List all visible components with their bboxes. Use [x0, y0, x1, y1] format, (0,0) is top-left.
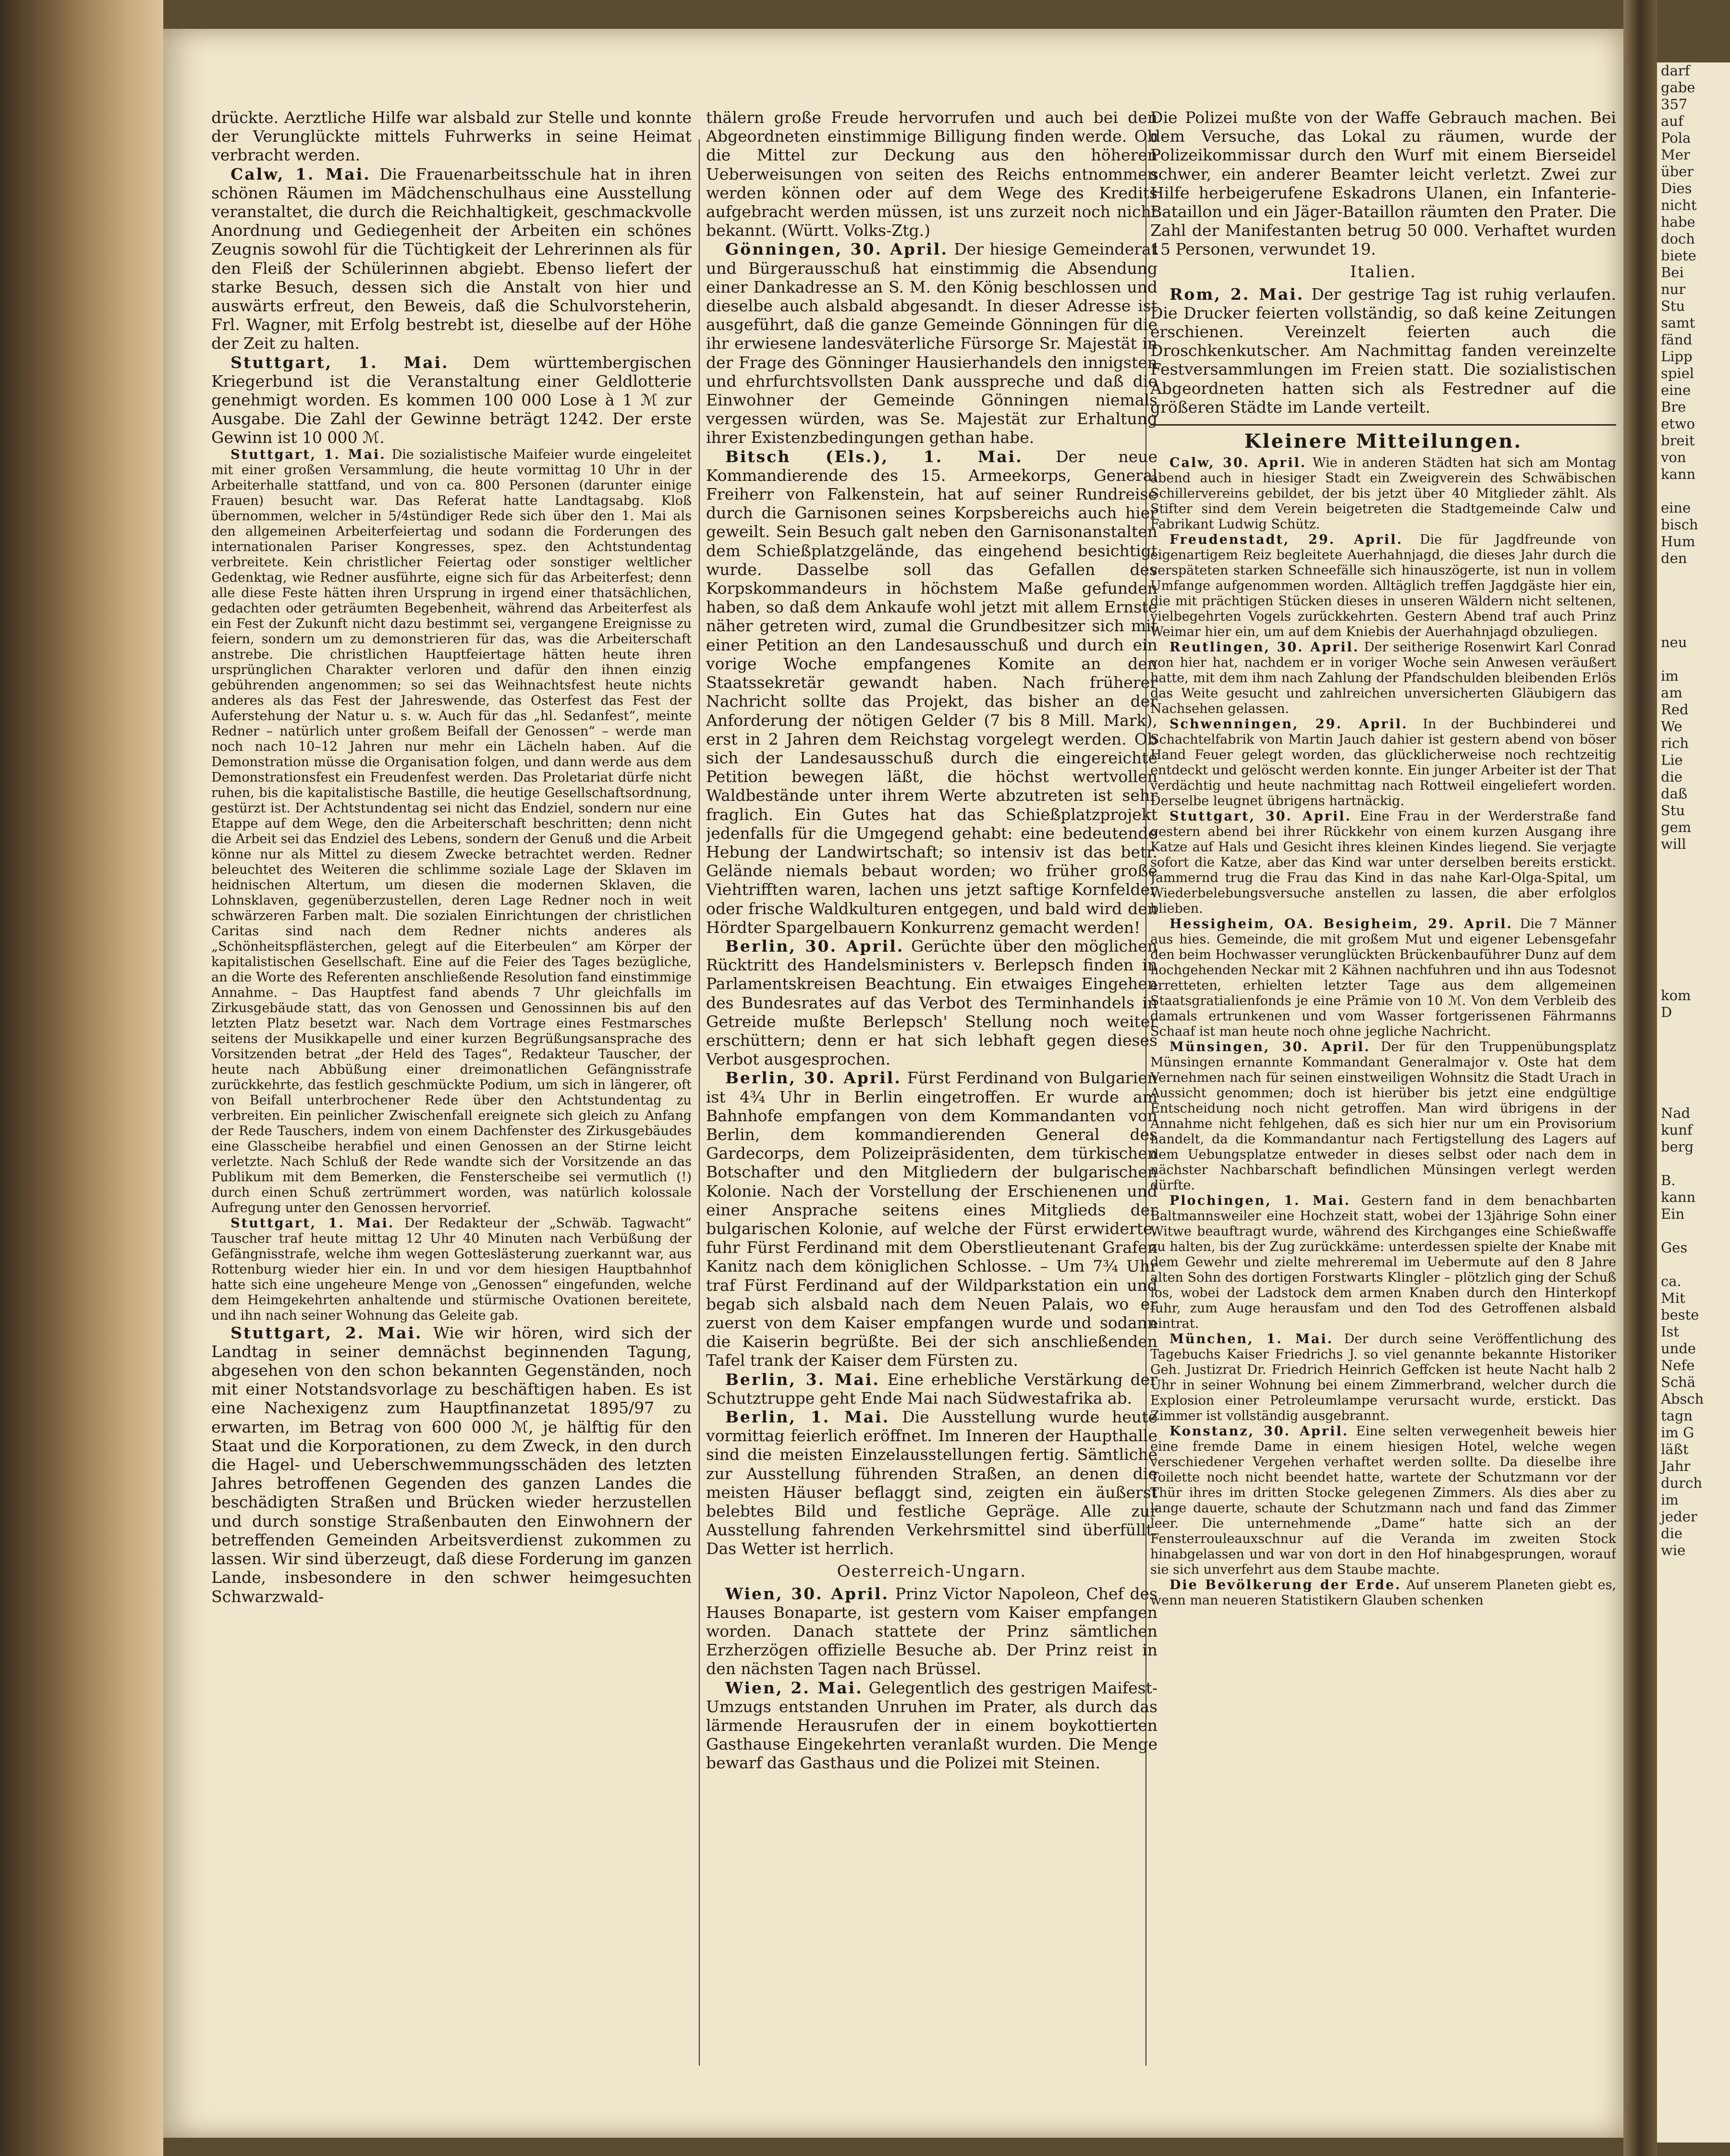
next-page-fragment: unde [1661, 1340, 1696, 1357]
dateline: Wien, 2. Mai. [725, 1678, 863, 1697]
news-item [1150, 455, 1616, 532]
next-page-fragment: 357 [1661, 96, 1688, 112]
dateline: Münsingen, 30. April. [1170, 1040, 1371, 1055]
dateline: Plochingen, 1. Mai. [1170, 1193, 1351, 1209]
next-page-fragment: kann [1661, 1189, 1696, 1205]
next-page-fragment: Red [1661, 701, 1689, 718]
news-item [211, 1216, 692, 1323]
news-text: Der durch seine Veröffentlichung des Tagebuchs Kaiser Friedrichs J. so viel genannte bekannte Historiker Geh. Justizrat Dr. Friedrich Heinrich Geffcken ist heute Nacht halb 2 Uhr in seiner Wohnung bei einem Zimmerbrand, welcher durch die Explosion einer Petroleumlampe verursacht wurde, erstickt. Das Zimmer ist vollständig ausgebrannt. [1150, 1332, 1616, 1424]
next-page-fragment: gem [1661, 819, 1692, 835]
news-item [706, 1068, 1157, 1370]
article-column-1 [211, 108, 692, 2078]
next-page-fragment: die [1661, 1525, 1683, 1542]
next-page-fragment [1657, 970, 1730, 987]
next-page-fragment: durch [1661, 1475, 1703, 1491]
next-page-fragment: im G [1661, 1424, 1694, 1441]
next-page-fragment: Lie [1661, 752, 1683, 768]
next-page-fragment: die [1661, 769, 1683, 785]
news-text: drückte. Aerztliche Hilfe war alsbald zur Stelle und konnte der Verunglückte mittels Fuhrwerks in seine Heimat verbracht werden. [211, 108, 692, 165]
news-item [1150, 1040, 1616, 1193]
news-item [211, 165, 692, 353]
next-page-fragment: nur [1661, 281, 1686, 297]
news-item [211, 447, 692, 1216]
news-item [211, 353, 692, 447]
next-page-fragment: beste [1661, 1307, 1699, 1323]
news-text: Die Ausstellung wurde heute vormittag feierlich eröffnet. Im Inneren der Haupthalle sind die meisten Einzelausstellungen fertig. Sämtliche zur Ausstellung führenden Straßen, an denen die meisten Häuser beflaggt sind, zeigten ein äußerst belebtes Bild und festliche Gepräge. Alle zur Ausstellung fahrenden Verkehrsmittel sind überfüllt. Das Wetter ist herrlich. [706, 1408, 1157, 1558]
news-text: Der hiesige Gemeinderat und Bürgerausschuß hat einstimmig die Absendung einer Dankadresse an S. M. den König beschlossen und dieselbe auch alsbald abgesandt. In dieser Adresse ist ausgeführt, daß die ganze Gemeinde Gönningen für die ihr erwiesene landesväterliche Fürsorge Sr. Majestät in der Frage des Gönninger Hausierhandels den innigsten und ehrfurchtsvollsten Dank ausspreche und daß die Einwohner der Gemeinde Gönningen niemals vergessen würden, was Se. Majestät zur Erhaltung ihrer Existenzbedingungen gethan habe. [706, 240, 1157, 447]
next-page-fragment: kann [1661, 466, 1696, 482]
next-page-fragment: fänd [1661, 331, 1693, 348]
next-page-fragment: We [1661, 718, 1682, 735]
news-text: Wie wir hören, wird sich der Landtag in seiner demnächst beginnenden Tagung, abgesehen von den schon bekannten Gegenständen, noch mit einer Notstandsvorlage zu beschäftigen haben. Es ist eine Nachexigenz zum Hauptfinanzetat 1895/97 zu erwarten, im Betrag von 600 000 ℳ, je hälftig für den Staat und die Korporationen, zu dem Zweck, in den durch die Hagel- und Ueberschwemmungsschäden des letzten Jahres betroffenen Gegenden des ganzen Landes die beschädigten Straßen und Brücken wieder herzustellen und durch sonstige Straßenbauten den Einwohnern der betreffenden Gemeinden Arbeitsverdienst zukommen zu lassen. Wir sind überzeugt, daß diese Forderung im ganzen Lande, insbesondere in den schwer heimgesuchten Schwarzwald- [211, 1323, 692, 1606]
news-text: Die Frauenarbeitsschule hat in ihren schönen Räumen im Mädchenschulhaus eine Ausstellung veranstaltet, die durch die Reichhaltigkeit, geschmackvolle Anordnung und Gediegenheit der Arbeiten ein schönes Zeugnis sowohl für die Tüchtigkeit der Lehrerinnen als für den Fleiß der Schülerinnen abgiebt. Ebenso liefert der starke Besuch, dessen sich die Anstalt von hier und auswärts erfreut, den Beweis, daß die Schulvorsteherin, Frl. Wagner, mit Erfolg bestrebt ist, dieselbe auf der Höhe der Zeit zu halten. [211, 164, 692, 353]
next-page-fragment: Bei [1661, 264, 1684, 281]
next-page-fragment: gabe [1661, 79, 1695, 96]
news-item [1150, 1578, 1616, 1608]
dateline: Rom, 2. Mai. [1170, 284, 1304, 304]
news-text: thälern große Freude hervorrufen und auch bei den Abgeordneten einstimmige Billigung finden werde. Ob die Mittel zur Deckung aus den höheren Ueberweisungen von seiten des Reichs entnommen werden können oder auf dem Wege des Kredits aufgebracht werden müssen, ist uns zurzeit noch nicht bekannt. (Württ. Volks-Ztg.) [706, 108, 1157, 240]
next-page-fragment: Nefe [1661, 1357, 1695, 1373]
next-page-fragment: spiel [1661, 365, 1694, 381]
news-item [706, 1370, 1157, 1408]
news-text: Die sozialistische Maifeier wurde eingeleitet mit einer großen Versammlung, die heute vormittag 10 Uhr in der Arbeiterhalle stattfand, und von ca. 800 Personen (darunter einige Frauen) besucht war. Das Referat hatte Landtagsabg. Kloß übernommen, welcher in 5/4stündiger Rede sich über den 1. Mai als den allgemeinen Arbeiterfeiertag und sodann die Forderungen des internationalen Pariser Kongresses, spez. den Achtstundentag verbreitete. Kein christlicher Feiertag oder sonstiger weltlicher Gedenktag, wie Redner ausführte, eigne sich für das Arbeiterfest; denn alle diese Feste hätten ihren Ursprung in irgend einer thatsächlichen, gedachten oder geträumten Begebenheit, während das Arbeiterfest als ein Fest der Zukunft nicht dazu bestimmt sei, vergangene Ereignisse zu feiern, sondern um zu demonstrieren für das, was die Arbeiterschaft anstrebe. Die christlichen Hauptfeiertage hätten heute ihren ursprünglichen Charakter verloren und dafür den ihnen einzig gebührenden angenommen; so sei das Weihnachtsfest heute nichts anderes als das Fest der Jahreswende, das Osterfest das Fest der Auferstehung der Natur u. s. w. Auch für das „hl. Sedanfest“, meinte Redner – natürlich unter großem Beifall der Genossen“ – werde man noch nach 10–12 Jahren nur mehr ein Lächeln haben. Auf die Demonstration müsse die Organisation folgen, und dann werde aus dem Demonstrationsfest ein Freudenfest werden. Das Proletariat dürfe nicht ruhen, bis die kapitalistische Bastille, die heutige Gesellschaftsordnung, gestürzt ist. Der Achtstundentag sei nicht das Endziel, sondern nur eine Etappe auf dem Wege, den die Arbeiterschaft beschritten; denn nicht die Arbeit sei das Endziel des Lebens, sondern der Genuß und die Arbeit könne nur als Mittel zu diesem Zwecke betrachtet werden. Redner beleuchtet des Weiteren die schlimme soziale Lage der Sklaven im heidnischen Altertum, um diesen die modernen Sklaven, die Lohnsklaven, gegenüberzustellen, deren Lage Redner noch in weit schwärzeren Farben malt. Die sozialen Einrichtungen der christlichen Caritas sind nach dem Redner nichts anderes als „Schönheitspflästerchen, gelegt auf die Eiterbeulen“ am Körper der kapitalistischen Gesellschaft. Eine auf die Feier des Tages bezügliche, an die Worte des Referenten anschließende Resolution fand einstimmige Annahme. – Das Hauptfest fand abends 7 Uhr gleichfalls im Zirkusgebäude statt, das von Genossen und Genossinnen bis auf den letzten Platz besetzt war. Nach dem Vortrage eines Festmarsches seitens der Musikkapelle und einer kurzen Begrüßungsansprache des Vorsitzenden betrat „der Held des Tages“, Redakteur Tauscher, der heute nach Abbüßung einer dreimonatlichen Gefängnisstrafe zurückkehrte, das festlich geschmückte Podium, um sich in längerer, oft von Beifall unterbrochener Rede über den Achtstundentag zu verbreiten. Ein peinlicher Zwischenfall ereignete sich gleich zu Anfang der Rede Tauschers, indem von einem Dachfenster des Zirkusgebäudes eine Glasscheibe herabfiel und einen Genossen an der Stirne leicht verletzte. Nach Schluß der Rede wandte sich der Vorsitzende an das Publikum mit dem Bemerken, die Fensterscheibe sei vermutlich (!) durch einen Schuß zertrümmert worden, was natürlich kolossale Aufregung unter den Genossen hervorrief. [211, 447, 692, 1215]
dateline: Wien, 30. April. [725, 1584, 889, 1603]
dateline: München, 1. Mai. [1170, 1332, 1334, 1347]
news-text: Gestern fand in dem benachbarten Baltmannsweiler eine Hochzeit statt, wobei der 13jährige Sohn einer Witwe beauftragt wurde, während des Kirchganges eine Schießwaffe zu halten, bis der Zug zurückkäme: unterdessen spielte der Knabe mit dem Gewehr und zielte mehreremal im Uebermute auf den 8 Jahre alten Sohn des dortigen Forstwarts Klingler – plötzlich ging der Schuß los, wobei der Ladstock dem armen Knaben durch den Hinterkopf fuhr, zum Auge herausfam und den Tod des Getroffenen alsbald eintrat. [1150, 1193, 1616, 1332]
dateline: Reutlingen, 30. April. [1170, 640, 1360, 655]
dateline: Calw, 1. Mai. [231, 164, 371, 184]
next-page-fragment: etwo [1661, 416, 1695, 432]
next-page-fragment: über [1661, 163, 1694, 180]
next-page-fragment: tagn [1661, 1408, 1693, 1424]
next-page-fragment [1657, 954, 1730, 970]
next-page-fragment: läßt [1661, 1441, 1689, 1458]
next-page-fragment: habe [1661, 214, 1695, 230]
next-page-fragment: D [1661, 1004, 1672, 1020]
dateline: Stuttgart, 1. Mai. [231, 1215, 395, 1231]
news-text: In der Buchbinderei und Schachtelfabrik von Martin Jauch dahier ist gestern abend von böser Hand Feuer gelegt worden, das glücklicherweise noch rechtzeitig entdeckt und gelöscht werden konnte. Ein junger Arbeiter ist der That verdächtig und heute nachmittag nach Rottweil eingeliefert worden. Derselbe leugnet übrigens hartnäckig. [1150, 717, 1616, 809]
dateline: Bitsch (Els.), 1. Mai. [725, 447, 1023, 466]
next-page-fragment: den [1661, 550, 1687, 566]
next-page-fragment: samt [1661, 315, 1695, 331]
page-gutter [1623, 0, 1657, 2156]
news-text: Prinz Victor Napoleon, Chef des Hauses Bonaparte, ist gestern vom Kaiser empfangen worden. Danach stattete der Prinz sämtlichen Erzherzögen offizielle Besuche ab. Der Prinz reist in den nächsten Tagen nach Brüssel. [706, 1584, 1157, 1678]
article-column-2 [706, 108, 1157, 2078]
dateline: Berlin, 30. April. [725, 936, 904, 956]
news-item [1150, 1332, 1616, 1424]
dateline: Freudenstadt, 29. April. [1170, 532, 1403, 548]
next-page-fragment: wie [1661, 1542, 1686, 1558]
next-page-fragment [1657, 1155, 1730, 1172]
next-page-fragment [1657, 853, 1730, 870]
next-page-fragment: eine [1661, 500, 1691, 516]
dateline: Berlin, 1. Mai. [725, 1408, 890, 1427]
book-binding [0, 0, 163, 2156]
news-text: Der gestrige Tag ist ruhig verlaufen. Die Drucker feierten vollständig, so daß keine Zeitungen erschienen. Vereinzelt feierten auch die Droschkenkutscher. Am Nachmittag fanden vereinzelte Festversammlungen im Freien statt. Die sozialistischen Abgeordneten hatten sich als Festredner auf die größeren Städte im Lande verteilt. [1150, 284, 1616, 416]
next-page-fragment [1657, 1071, 1730, 1088]
next-page-fragment [1657, 937, 1730, 954]
next-page-fragment: von [1661, 449, 1686, 466]
next-page-fragment: Nad [1661, 1105, 1691, 1121]
next-page-fragment: Jahr [1661, 1458, 1691, 1474]
news-text: Fürst Ferdinand von Bulgarien ist 4¾ Uhr in Berlin eingetroffen. Er wurde am Bahnhofe empfangen von dem Kommandanten von Berlin, dem kommandierenden General des Gardecorps, dem Polizeipräsidenten, dem türkischen Botschafter und den Mitgliedern der bulgarischen Kolonie. Nach der Vorstellung der Erschienenen und einer Ansprache seitens eines Mitglieds der bulgarischen Kolonie, auf welche der Fürst erwiderte, fuhr Fürst Ferdinand mit dem Oberstlieutenant Grafen Kanitz nach dem königlichen Schlosse. – Um 7¾ Uhr traf Fürst Ferdinand auf der Wildparkstation ein und begab sich alsbald nach dem Neuen Palais, wo er zuerst von dem Kaiser empfangen wurde und sodann die Kaiserin begrüßte. Bei der sich anschließenden Tafel trank der Kaiser dem Fürsten zu. [706, 1068, 1157, 1370]
next-page-fragment [1657, 584, 1730, 600]
next-page-fragment [1657, 920, 1730, 937]
next-page-fragment: Dies [1661, 180, 1692, 196]
next-page-fragment: doch [1661, 231, 1695, 247]
next-page-fragment: bisch [1661, 516, 1698, 533]
next-page-fragment: kunf [1661, 1122, 1693, 1138]
next-page-fragment: B. [1661, 1172, 1676, 1188]
next-page-fragment [1657, 483, 1730, 500]
dateline: Calw, 30. April. [1170, 455, 1307, 471]
news-item [1150, 108, 1616, 259]
news-item [706, 108, 1157, 240]
next-page-fragment [1657, 600, 1730, 617]
news-item [1150, 1193, 1616, 1332]
news-item [706, 937, 1157, 1068]
dateline: Stuttgart, 30. April. [1170, 809, 1352, 824]
next-page-fragment: Mit [1661, 1290, 1685, 1306]
next-page-fragment: im [1661, 668, 1679, 684]
next-page-fragment [1657, 903, 1730, 920]
dateline: Konstanz, 30. April. [1170, 1424, 1349, 1439]
news-text: Der neue Kommandierende des 15. Armeekorps, General Freiherr von Falkenstein, hat auf seiner Rundreise durch die Garnisonen seines Korpsbereichs auch hier geweilt. Sein Besuch galt neben den Garnisonanstalten dem Schießplatzgelände, das eingehend besichtigt wurde. Dasselbe soll das Gefallen des Korpskommandeurs in höchstem Maße gefunden haben, so daß dem Ankaufe wohl jetzt mit allem Ernste näher getreten wird, zumal die Grundbesitzer sich mit einer Petition an den Landesausschuß und durch ein vorige Woche empfangenes Komite an den Staatssekretär gewandt haben. Nach früherer Nachricht sollte das Projekt, das bisher an der Anforderung der nötigen Gelder (7 bis 8 Mill. Mark), erst in 2 Jahren dem Reichstag vorgelegt werden. Ob sich der Landesausschuß durch die eingereichte Petition bewegen läßt, die höchst wertvollen Waldbestände unter ihrem Werte abzutreten ist sehr fraglich. Ein Gutes hat das Schießplatzprojekt jedenfalls für die Umgegend gehabt: eine bedeutende Hebung der Landwirtschaft; so intensiv ist das betr. Gelände niemals bebaut worden; wo früher große Viehtrifften waren, lachen uns jetzt saftige Kornfelder oder frische Waldkulturen entgegen, und bald wird den Hördter Spargelbauern Konkurrenz gemacht werden! [706, 447, 1157, 937]
next-page-fragment: kom [1661, 987, 1691, 1004]
next-page-fragment: nicht [1661, 197, 1697, 213]
news-item [1150, 532, 1616, 640]
dateline: Die Bevölkerung der Erde. [1170, 1578, 1401, 1593]
next-page-fragment: am [1661, 685, 1682, 701]
next-page-fragment: Ein [1661, 1206, 1685, 1222]
next-page-fragment: Stu [1661, 298, 1685, 314]
news-item [211, 108, 692, 165]
dateline: Stuttgart, 1. Mai. [231, 353, 449, 372]
news-item [1150, 917, 1616, 1040]
news-text: Die Polizei mußte von der Waffe Gebrauch machen. Bei dem Versuche, das Lokal zu räumen, wurde der Polizeikommissar durch den Wurf mit einem Bierseidel schwer, ein anderer Beamter leicht verletzt. Zwei zur Hilfe herbeigerufene Eskadrons Ulanen, ein Infanterie-Bataillon und ein Jäger-Bataillon räumten den Prater. Die Zahl der Manifestanten betrug 50 000. Verhaftet wurden 15 Personen, verwundet 19. [1150, 108, 1616, 259]
news-item [706, 1584, 1157, 1678]
next-page-fragment: Absch [1661, 1391, 1704, 1407]
next-page-fragment: breit [1661, 432, 1695, 449]
next-page-fragment: Bre [1661, 399, 1686, 415]
next-page-fragment [1657, 1256, 1730, 1273]
dateline: Schwenningen, 29. April. [1170, 717, 1408, 732]
next-page-fragment: will [1661, 836, 1686, 852]
dateline: Stuttgart, 1. Mai. [231, 447, 386, 462]
next-page-fragment: rich [1661, 735, 1689, 751]
news-text: Dem württembergischen Kriegerbund ist die Veranstaltung einer Geldlotterie genehmigt worden. Es kommen 100 000 Lose à 1 ℳ zur Ausgabe. Die Zahl der Gewinne beträgt 1242. Der erste Gewinn ist 10 000 ℳ. [211, 353, 692, 447]
news-item [211, 1323, 692, 1606]
next-page-fragment: eine [1661, 382, 1691, 398]
next-page-fragment: Ges [1661, 1239, 1688, 1256]
next-page-fragment [1657, 1054, 1730, 1071]
dateline: Gönningen, 30. April. [725, 240, 948, 259]
news-item [1150, 809, 1616, 917]
news-text: Eine selten verwegenheit beweis hier eine fremde Dame in einem hiesigen Hotel, welche wegen verschiedener Vergehen verhaftet werden sollte. Da dieselbe ihre Toilette noch nicht beendet hatte, wartete der Schutzmann vor der Thür ihres im dritten Stocke gelegenen Zimmers. Als dies aber zu lange dauerte, schaute der Schutzmann nach und fand das Zimmer leer. Die unternehmende „Dame“ hatte sich an der Fensterrouleauxschnur auf die Veranda im zweiten Stock hinabgelassen und war von dort in den Hof hinabgesprungen, worauf sie sich unverfehrt aus dem Staube machte. [1150, 1424, 1616, 1578]
next-page-fragment: Pola [1661, 130, 1691, 146]
news-text: Der für den Truppenübungsplatz Münsingen ernannte Kommandant Generalmajor v. Oste hat dem Vernehmen nach für seinen einstweiligen Wohnsitz die Stadt Urach in Aussicht genommen; doch ist hierüber bis jetzt eine endgültige Entscheidung noch nicht getroffen. Man wird übrigens in der Annahme nicht fehlgehen, daß es sich hier nur um ein Provisorium handelt, da die Kommandantur nach Fertigstellung des Lagers auf dem Uebungsplatze entweder in dieses selbst oder nach dem in nächster Nachbarschaft befindlichen Münsingen verlegt werden dürfte. [1150, 1040, 1616, 1193]
next-page-fragment: Mer [1661, 147, 1690, 163]
next-page-fragment [1657, 1038, 1730, 1054]
news-item [706, 1408, 1157, 1558]
news-item [706, 1678, 1157, 1773]
section-heading: Kleinere Mitteilungen. [1150, 424, 1616, 453]
next-page-fragment: ca. [1661, 1273, 1681, 1289]
region-heading: Italien. [1350, 262, 1416, 282]
news-text: Gelegentlich des gestrigen Maifest-Umzugs entstanden Unruhen im Prater, als durch das lärmende Herausrufen der in einem boykottierten Gasthause Eingekehrten veranlaßt wurden. Die Menge bewarf das Gasthaus und die Polizei mit Steinen. [706, 1678, 1157, 1773]
region-heading: Oesterreich-Ungarn. [837, 1561, 1027, 1581]
news-text: Eine Frau in der Werderstraße fand gestern abend bei ihrer Rückkehr von einem kurzen Ausgang ihre Katze auf Hals und Gesicht ihres kleinen Kindes liegend. Sie verjagte sofort die Katze, aber das Kind war unter derselben bereits erstickt. Jammernd trug die Frau das Kind in das nahe Karl-Olga-Spital, um Wiederbelebungsversuche anstellen zu lassen, die aber erfolglos blieben. [1150, 809, 1616, 917]
next-page-fragment: Schä [1661, 1374, 1696, 1390]
next-page-fragment [1657, 1088, 1730, 1105]
next-page-fragment [1657, 1223, 1730, 1239]
article-column-3 [1150, 108, 1616, 2078]
next-page-fragment: im [1661, 1492, 1679, 1508]
next-page-fragment: Stu [1661, 802, 1685, 819]
next-page-fragment: Lipp [1661, 348, 1693, 365]
news-text: Die für Jagdfreunde von eigenartigem Reiz begleitete Auerhahnjagd, die dieses Jahr durch die verspäteten starken Schneefälle sich hinauszögerte, ist nun in vollem Umfange aufgenommen worden. Alltäglich treffen Jagdgäste hier ein, die mit prächtigen Stücken dieses in unseren Wäldern nicht seltenen, vielbegehrten Vogels zurückkehrten. Gestern Abend traf auch Prinz Weimar hier ein, um auf dem Kniebis der Auerhahnjagd obzuliegen. [1150, 532, 1616, 640]
news-text: Gerüchte über den möglichen Rücktritt des Handelsministers v. Berlepsch finden in Parlamentskreisen Beachtung. Ein etwaiges Eingehen des Bundesrates auf das Verbot des Terminhandels in Getreide mußte Berlepsch' Stellung noch weiter erschüttern; denn er hat sich lebhaft gegen dieses Verbot ausgesprochen. [706, 936, 1157, 1069]
next-page-fragment: neu [1661, 634, 1687, 650]
news-item [706, 447, 1157, 937]
news-item [1150, 640, 1616, 717]
next-page-fragment: jeder [1661, 1508, 1697, 1525]
news-item [1150, 285, 1616, 416]
next-page-fragment: auf [1661, 113, 1683, 129]
news-text: Eine erhebliche Verstärkung der Schutztruppe geht Ende Mai nach Südwestafrika ab. [706, 1370, 1157, 1408]
next-page-fragment: Ist [1661, 1323, 1679, 1340]
news-text: Der Redakteur der „Schwäb. Tagwacht“ Tauscher traf heute mittag 12 Uhr 40 Minuten nach Verbüßung der Gefängnisstrafe, welche ihm wegen Gotteslästerung zuerkannt war, aus Rottenburg wieder hier ein. In und vor dem hiesigen Hauptbahnhof hatte sich eine ungeheure Menge von „Genossen“ eingefunden, welche dem Heimgekehrten anhaltende und stürmische Ovationen bereitete, und ihn nach seiner Wohnung das Geleite gab. [211, 1215, 692, 1323]
next-page-fragment: darf [1661, 62, 1690, 79]
next-page-fragment: Hum [1661, 533, 1695, 550]
next-page-fragment: daß [1661, 785, 1688, 802]
next-page-fragment: berg [1661, 1139, 1694, 1155]
dateline: Stuttgart, 2. Mai. [231, 1323, 423, 1342]
next-page-fragment [1657, 870, 1730, 886]
news-item [1150, 1424, 1616, 1578]
next-page-fragment [1657, 651, 1730, 668]
dateline: Hessigheim, OA. Besigheim, 29. April. [1170, 917, 1513, 932]
news-text: Der seitherige Rosenwirt Karl Conrad von hier hat, nachdem er in voriger Woche sein Anwesen veräußert hatte, mit dem ihm nach Zahlung der Pfandschulden bleibenden Erlös das Weite gesucht und zahlreichen unversicherten Gläubigern das Nachsehen gelassen. [1150, 640, 1616, 717]
next-page-fragment [1657, 1021, 1730, 1038]
dateline: Berlin, 3. Mai. [725, 1370, 880, 1389]
news-text: Die 7 Männer aus hies. Gemeinde, die mit großem Mut und eigener Lebensgefahr den beim Hochwasser verunglückten Brückenbauführer Dunz auf dem hochgehenden Neckar mit 2 Kähnen nachfuhren und ihn aus Todesnot erretteten, erhielten letzter Tage aus dem allgemeinen Staatsgratialienfonds je eine Prämie von 10 ℳ. Von dem Verbleib des damals ertrunkenen und vom Wasser fortgerissenen Fährmanns Schaaf ist man heute noch ohne jegliche Nachricht. [1150, 917, 1616, 1040]
column-divider [699, 139, 700, 2066]
next-page-fragment [1657, 886, 1730, 903]
dateline: Berlin, 30. April. [725, 1068, 902, 1088]
next-page-fragment: biete [1661, 247, 1696, 264]
news-item [1150, 717, 1616, 809]
next-page-edge [1657, 62, 1730, 2143]
news-text: Wie in anderen Städten hat sich am Montag abend auch in hiesiger Stadt ein Zweigverein des Schwäbischen Schillervereins gebildet, der bis jetzt über 40 Mitglieder zählt. Als Stifter sind dem Verein beigetreten die Stadtgemeinde Calw und Fabrikant Ludwig Schütz. [1150, 455, 1616, 532]
next-page-fragment [1657, 567, 1730, 584]
news-item [706, 240, 1157, 447]
next-page-fragment [1657, 617, 1730, 634]
news-text: Auf unserem Planeten giebt es, wenn man neueren Statistikern Glauben schenken [1150, 1578, 1616, 1608]
